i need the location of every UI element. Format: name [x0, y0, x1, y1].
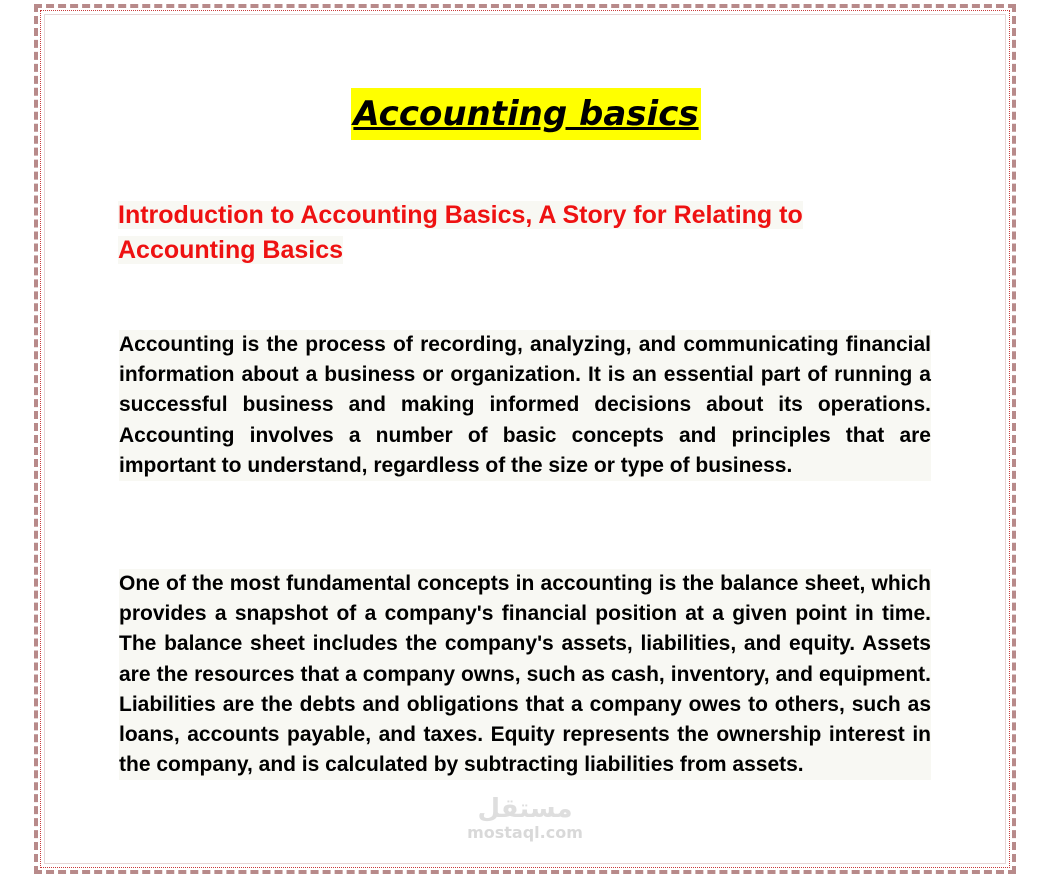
title-container	[0, 88, 1052, 140]
watermark-logo: مستقل	[477, 794, 573, 824]
document-title: Accounting basics	[351, 88, 700, 140]
watermark-domain: mostaql.com	[467, 823, 583, 842]
paragraph-accounting-definition: Accounting is the process of recording, analyzing, and communicating financial information about a business or organization. It is an essential part of running a successful business and making informed decisions about its operations. Accounting involves a number of basic concepts and principles that are important to understand, regardless of the size or type of business.	[119, 330, 931, 481]
subtitle-text: Introduction to Accounting Basics, A Story for Relating to Accounting Basics	[118, 201, 803, 264]
document-subtitle	[118, 198, 933, 268]
paragraph-balance-sheet: One of the most fundamental concepts in accounting is the balance sheet, which provides a snapshot of a company's financial position at a given point in time. The balance sheet includes the company's assets, liabilities, and equity. Assets are the resources that a company owns, such as cash, inventory, and equipment. Liabilities are the debts and obligations that a company owes to others, such as loans, accounts payable, and taxes. Equity represents the ownership interest in the company, and is calculated by subtracting liabilities from assets.	[119, 569, 931, 780]
